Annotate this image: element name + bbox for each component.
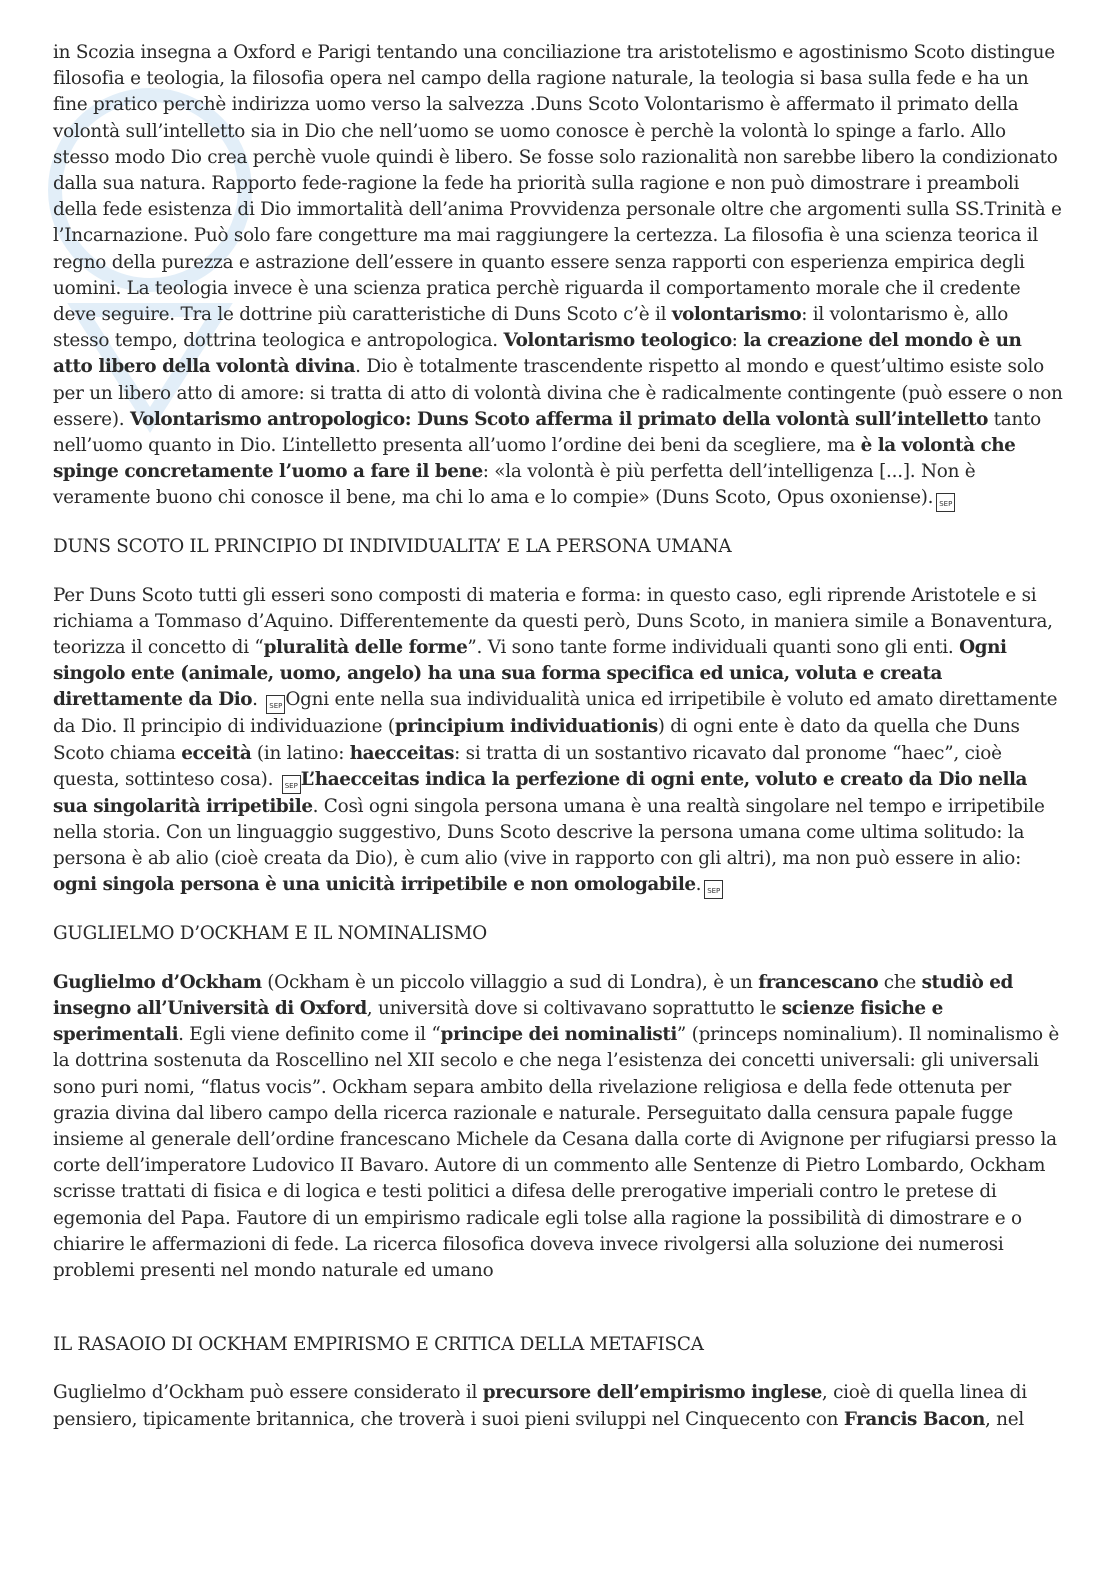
bold-text: francescano <box>758 971 879 993</box>
bold-text: Guglielmo d’Ockham <box>53 971 262 993</box>
bold-text: pluralità delle forme <box>263 637 468 659</box>
body-paragraph <box>53 970 1063 1284</box>
body-paragraph <box>53 1380 1063 1432</box>
bold-text: haecceitas <box>349 742 455 764</box>
text-run: : «la volontà è più perfetta dell’intelligenza [...]. Non è veramente buono chi conosce il bene, ma chi lo ama e lo compie» (Duns Scoto, Opus oxoniense). <box>53 461 976 509</box>
text-run: . Così ogni singola persona umana è una realtà singolare nel tempo e irripetibile nella storia. Con un linguaggio suggestivo, Duns Scoto descrive la persona umana come ultima solitudo: la persona è ab alio (cioè creata da Dio), è cum alio (vive in rapporto con gli altri), ma non può essere in alio: <box>53 795 1045 870</box>
text-run: . <box>695 874 702 896</box>
text-run: (Ockham è un piccolo villaggio a sud di Londra), è un <box>261 971 759 993</box>
text-run: . Egli viene definito come il “ <box>178 1024 441 1046</box>
text-run: ” (princeps nominalium). Il nominalismo è la dottrina sostenuta da Roscellino nel XII secolo e che nega l’esistenza dei concetti universali: gli universali sono puri nomi, “flatus vocis”. Ockham separa ambito della rivelazione religiosa e della fede ottenuta per grazia divina dal libero campo della ricerca razionale e naturale. Perseguitato dalla censura papale fugge insieme al generale dell’ordine francescano Michele da Cesana dalla corte di Avignone per rifugiarsi presso la corte dell’imperatore Ludovico II Bavaro. Autore di un commento alle Sentenze di Pietro Lombardo, Ockham scrisse trattati di fisica e di logica e testi politici a difesa delle prerogative imperiali contro le pretese di egemonia del Papa. Fautore di un empirismo radicale egli tolse alla ragione la possibilità di dimostrare e o chiarire le affermazioni di fede. La ricerca filosofica doveva invece rivolgersi alla soluzione dei numerosi problemi presenti nel mondo naturale ed umano <box>53 1024 1060 1281</box>
bold-text: principe dei nominalisti <box>440 1024 677 1046</box>
sep-glyph-label: SEP <box>939 500 953 509</box>
sep-glyph-label: SEP <box>707 887 721 896</box>
sep-glyph-icon <box>704 880 723 899</box>
text-run: : si tratta di un sostantivo ricavato dal pronome “haec”, cioè questa, sottinteso cosa). <box>53 742 1002 790</box>
bold-text: Francis Bacon <box>843 1408 985 1430</box>
text-run: (in latino: <box>251 742 350 764</box>
text-run: che <box>878 971 922 993</box>
section-heading: GUGLIELMO D’OCKHAM E IL NOMINALISMO <box>53 923 487 945</box>
block-spacer <box>53 1358 1063 1380</box>
text-run: : <box>731 330 744 352</box>
text-run: Ogni ente nella sua individualità unica ed irripetibile è voluto ed amato direttamente da Dio. Il principio di individuazione ( <box>53 689 1058 738</box>
sep-glyph-icon <box>282 775 301 794</box>
block-spacer <box>53 561 1063 583</box>
text-run: . Dio è totalmente trascendente rispetto al mondo e quest’ultimo esiste solo per un libero atto di amore: si tratta di atto di volontà divina che è radicalmente contingente (può essere o non essere). <box>53 356 1063 430</box>
sep-glyph-icon <box>266 695 285 714</box>
block-spacer <box>53 948 1063 970</box>
document-page <box>53 40 1063 1433</box>
block-spacer <box>53 512 1063 534</box>
section-heading: IL RASAOIO DI OCKHAM EMPIRISMO E CRITICA DELLA METAFISCA <box>53 1334 704 1356</box>
sep-glyph-label: SEP <box>269 702 283 711</box>
bold-text: studiò ed insegno all’Università di Oxford <box>53 971 1013 1019</box>
text-run: , cioè di quella linea di pensiero, tipicamente britannica, che troverà i suoi pieni sviluppi nel Cinquecento con <box>53 1382 1027 1430</box>
text-run: . <box>252 689 264 711</box>
text-run: tanto nell’uomo quanto in Dio. L’intelletto presenta all’uomo l’ordine dei beni da scegliere, ma <box>53 408 1041 457</box>
block-spacer <box>53 899 1063 921</box>
bold-text: precursore dell’empirismo inglese <box>482 1382 822 1404</box>
bold-text: principium individuationis <box>394 716 658 738</box>
section-heading: DUNS SCOTO IL PRINCIPIO DI INDIVIDUALITA’ E LA PERSONA UMANA <box>53 536 732 558</box>
text-run: , nel <box>984 1408 1025 1430</box>
bold-text: è la volontà che spinge concretamente l’uomo a fare il bene <box>53 435 1016 483</box>
bold-text: Ogni singolo ente (animale, uomo, angelo) ha una sua forma specifica ed unica, voluta e creata direttamente da Dio <box>53 637 1007 711</box>
bold-text: ecceità <box>181 742 252 764</box>
bold-text: Volontarismo teologico <box>503 330 732 352</box>
bold-text: L’haecceitas indica la perfezione di ogni ente, voluto e creato da Dio nella sua singolarità irripetibile <box>53 768 1027 817</box>
text-run: Per Duns Scoto tutti gli esseri sono composti di materia e forma: in questo caso, egli riprende Aristotele e si richiama a Tommaso d’Aquino. Differentemente da questi però, Duns Scoto, in maniera simile a Bonaventura, teorizza il concetto di “ <box>53 584 1053 659</box>
bold-text: volontarismo <box>671 304 802 326</box>
body-paragraph <box>53 40 1063 512</box>
bold-text: ogni singola persona è una unicità irripetibile e non omologabile <box>53 874 696 896</box>
text-run: , università dove si coltivavano soprattutto le <box>366 997 782 1019</box>
text-run: ”. Vi sono tante forme individuali quanti sono gli enti. <box>467 637 960 659</box>
sep-glyph-label: SEP <box>284 781 298 790</box>
text-run: in Scozia insegna a Oxford e Parigi tentando una conciliazione tra aristotelismo e agostinismo Scoto distingue filosofia e teologia, la filosofia opera nel campo della ragione naturale, la teologia si basa sulla fede e ha un fine pratico perchè indirizza uomo verso la salvezza .Duns Scoto Volontarismo è affermato il primato della volontà sull’intelletto sia in Dio che nell’uomo se uomo conosce è perchè la volontà lo spinge a farlo. Allo stesso modo Dio crea perchè vuole quindi è libero. Se fosse solo razionalità non sarebbe libero la condizionato dalla sua natura. Rapporto fede-ragione la fede ha priorità sulla ragione e non può dimostrare i preamboli della fede esistenza di Dio immortalità dell’anima Provvidenza personale oltre che argomenti sulla SS.Trinità e l’Incarnazione. Può solo fare congetture ma mai raggiungere la certezza. La filosofia è una scienza teorica il regno della purezza e astrazione dell’essere in quanto essere senza rapporti con esperienza empirica degli uomini. La teologia invece è una scienza pratica perchè riguarda il comportamento morale che il credente deve seguire. Tra le dottrine più caratteristiche di Duns Scoto c’è il <box>53 42 1062 326</box>
bold-text: scienze fisiche e sperimentali <box>53 997 943 1046</box>
bold-text: Volontarismo antropologico: Duns Scoto afferma il primato della volontà sull’intelletto <box>129 408 988 430</box>
text-run: : il volontarismo è, allo stesso tempo, dottrina teologica e antropologica. <box>53 304 1009 352</box>
text-run: Guglielmo d’Ockham può essere considerato il <box>53 1382 483 1404</box>
text-run: ) di ogni ente è dato da quella che Duns Scoto chiama <box>53 716 1020 764</box>
bold-text: la creazione del mondo è un atto libero della volontà divina <box>53 330 1022 378</box>
sep-glyph-icon <box>936 493 955 512</box>
body-paragraph <box>53 583 1063 900</box>
block-spacer <box>53 1284 1063 1332</box>
